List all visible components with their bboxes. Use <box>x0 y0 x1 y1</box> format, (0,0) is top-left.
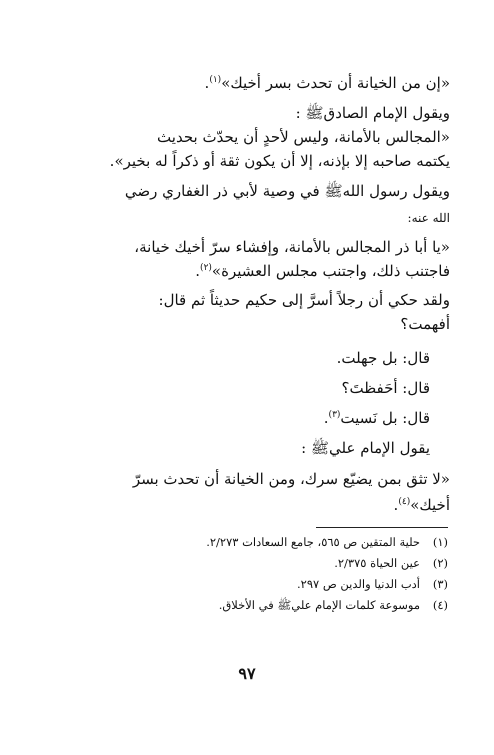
text-line-7: «يا أبا ذر المجالس بالأمانة، وإفشاء سرّ أخيك خيانة، <box>134 238 450 256</box>
dialogue-line-3: قال: بل نَسيت$^{(٣)}$. <box>323 409 430 427</box>
text-line-3: «المجالس بالأمانة، وليس لأحدٍ أن يحدّث بحديث <box>157 128 450 146</box>
footnote-marker-1: (١) <box>209 75 222 85</box>
footnote-separator <box>316 527 448 528</box>
dialogue-line-1: قال: بل جهلت. <box>336 349 430 367</box>
footnote-1 <box>60 532 448 552</box>
text-line-1: «إن من الخيانة أن تحدث بسر أخيك»$^{(١)}$. <box>204 74 450 92</box>
text-line-10: أفهمت؟ <box>400 315 450 333</box>
footnote-text: أدب الدنيا والدين ص ٢٩٧. <box>296 577 420 591</box>
footnote-number: (٤) <box>432 598 448 612</box>
dialogue-line-2: قال: أحَفظتَ؟ <box>341 379 430 397</box>
text-line-16: أخيك»$^{(٤)}$. <box>393 496 450 514</box>
footnote-marker-2: (٢) <box>200 263 212 273</box>
text-line-6: الله عنه: <box>407 211 450 225</box>
footnote-marker-4: (٤) <box>398 497 411 507</box>
footnote-2 <box>60 553 448 573</box>
footnote-number: (١) <box>432 535 448 549</box>
footnote-text: حلية المتقين ص ٥٦٥، جامع السعادات ٢/٢٧٣. <box>206 535 420 549</box>
page-number: ٩٧ <box>238 664 256 683</box>
text-line-4: يكتمه صاحبه إلا بإذنه، إلا أن يكون ثقة أو ذكراً له بخير». <box>109 152 450 170</box>
footnote-number: (٣) <box>432 577 448 591</box>
text-line-5: ويقول رسول اللهﷺ في وصية لأبي ذر الغفاري رضي <box>124 182 450 200</box>
footnote-number: (٢) <box>432 556 448 570</box>
text-line-9: ولقد حكي أن رجلاً أسرَّ إلى حكيم حديثاً ثم قال: <box>158 291 450 309</box>
text-line-2: ويقول الإمام الصادقﷺ : <box>295 104 450 122</box>
footnote-4 <box>60 595 448 615</box>
text-line-14: يقول الإمام عليﷺ : <box>301 439 430 457</box>
text-line-8: فاجتنب ذلك، واجتنب مجلس العشيرة»$^{(٢)}$. <box>195 262 450 280</box>
footnote-text: موسوعة كلمات الإمام عليﷺ في الأخلاق. <box>218 598 420 612</box>
footnote-text: عين الحياة ٢/٣٧٥. <box>334 556 420 570</box>
footnote-marker-3: (٣) <box>328 410 341 420</box>
text-line-15: «لا تثق بمن يضيّع سرك، ومن الخيانة أن تحدث بسرّ <box>132 470 450 488</box>
footnote-3 <box>60 574 448 594</box>
